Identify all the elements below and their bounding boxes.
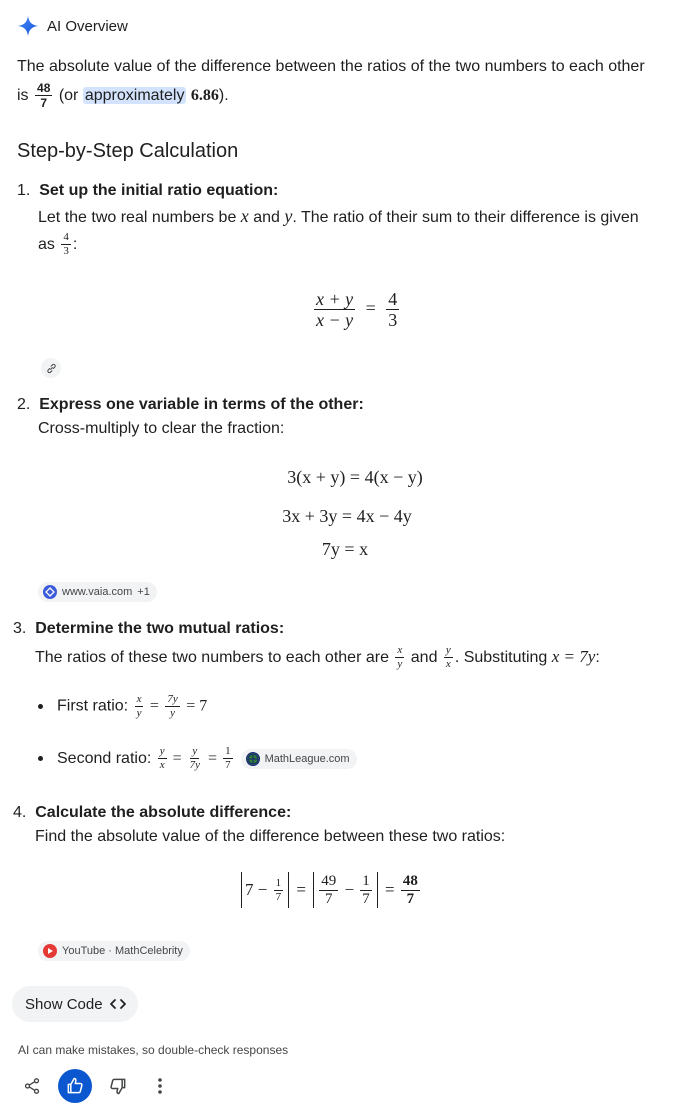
link-icon — [46, 363, 57, 374]
like-button[interactable] — [58, 1069, 92, 1103]
step-1-equation: $\frac{x + y}{x - y}$ = $\frac{4}{3}$ — [316, 289, 398, 330]
step-4-title: 4. Calculate the absolute difference: — [13, 804, 292, 821]
feedback-actions — [16, 1068, 176, 1104]
step-4-equation: 7 − $\frac{1}{7}$ = $\frac{49}{7}$ − $\frac{1}{7}$ = $\frac{48}{7}$ — [238, 872, 422, 908]
section-heading: Step-by-Step Calculation — [17, 140, 239, 162]
link-chip[interactable] — [41, 358, 61, 378]
sparkle-icon — [17, 15, 39, 37]
approx-value: 6.86 — [190, 87, 219, 104]
step-3-text: The ratios of these two numbers to each other are $\frac{x}{y}$ and $\frac{y}{x}$ . Substituting x = 7y: — [35, 644, 600, 671]
more-vert-icon — [157, 1077, 163, 1095]
approximately-highlight[interactable]: approximately — [84, 87, 185, 104]
bullet-second-ratio: Second ratio: $\frac{y}{x}$ = $\frac{y}{7y}$ = $\frac{1}{7}$ MathLeague.com — [38, 746, 357, 771]
ai-overview-header — [17, 14, 128, 38]
youtube-logo-icon — [43, 944, 57, 958]
share-icon — [23, 1077, 41, 1095]
thumbs-down-icon — [108, 1076, 128, 1096]
step-3-title: 3. Determine the two mutual ratios: — [13, 620, 285, 637]
step-2-text: Cross-multiply to clear the fraction: — [38, 420, 285, 437]
more-options-button[interactable] — [144, 1070, 176, 1102]
thumbs-up-icon — [65, 1076, 85, 1096]
step-4-text: Find the absolute value of the difference between these two ratios: — [35, 828, 506, 845]
source-chip-mathleague[interactable]: MathLeague.com — [241, 749, 357, 769]
disclaimer-text: AI can make mistakes, so double-check responses — [18, 1043, 289, 1057]
mathleague-globe-icon — [246, 752, 260, 766]
step-1-title: 1. Set up the initial ratio equation: — [17, 182, 279, 199]
source-chip-vaia[interactable]: www.vaia.com +1 — [38, 582, 157, 602]
step-1-as: as $\frac{4}{3}$ : — [38, 231, 78, 258]
step-2-line-1: 3(x + y) = 4(x − y) — [287, 467, 423, 487]
step-2-line-2: 3x + 3y = 4x − 4y — [282, 506, 412, 526]
source-chip-youtube[interactable]: YouTube · MathCelebrity — [38, 941, 190, 961]
step-1-text: Let the two real numbers be x and y. The ratio of their sum to their difference is given — [38, 206, 639, 226]
vaia-logo-icon — [43, 585, 57, 599]
intro-paragraph: The absolute value of the difference between the ratios of the two numbers to each other is $\frac{48}{7}$ (or approximately 6.86). — [17, 58, 645, 111]
show-code-button[interactable]: Show Code — [12, 986, 138, 1022]
share-button[interactable] — [16, 1070, 48, 1102]
bullet-first-ratio: First ratio: $\frac{x}{y}$ = $\frac{7y}{y}$ = 7 — [38, 694, 207, 719]
step-2-line-3: 7y = x — [321, 539, 369, 559]
step-2-title: 2. Express one variable in terms of the other: — [17, 396, 364, 413]
header-title: AI Overview — [47, 17, 128, 35]
dislike-button[interactable] — [102, 1070, 134, 1102]
intro-fraction: $\frac{48}{7}$ — [37, 81, 51, 111]
code-icon — [109, 997, 127, 1011]
